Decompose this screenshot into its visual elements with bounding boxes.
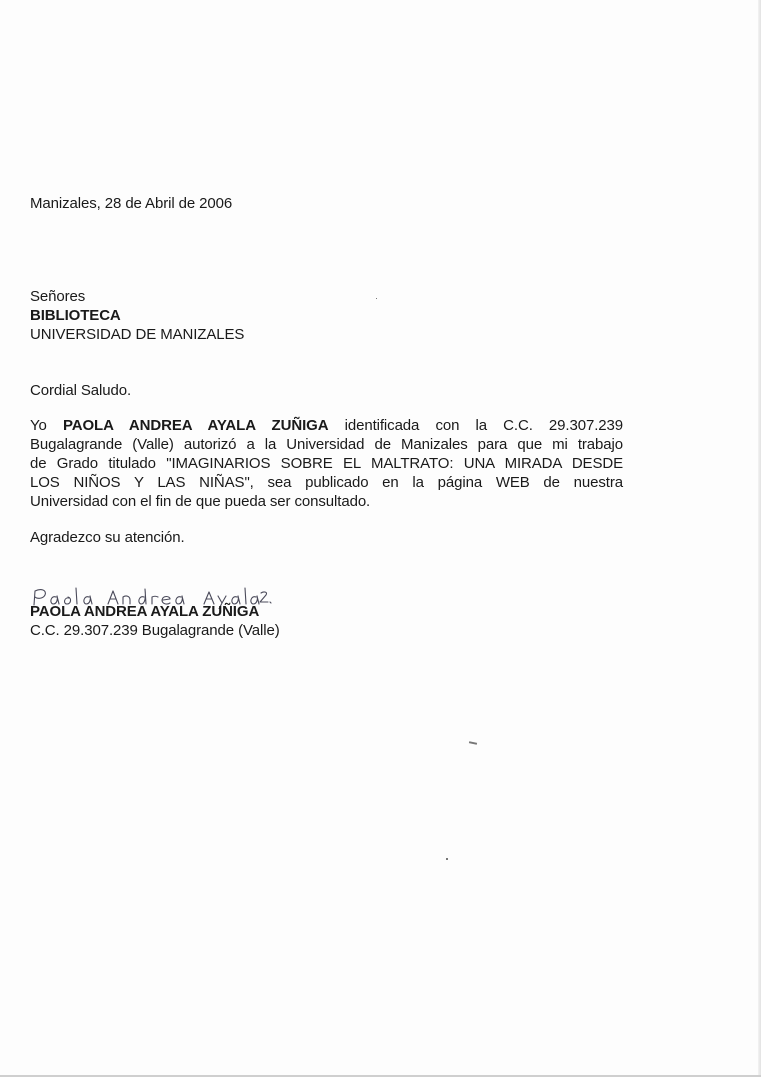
scan-speck (446, 858, 448, 860)
signatory-id-line: C.C. 29.307.239 Bugalagrande (Valle) (30, 622, 280, 639)
recipient-institution: UNIVERSIDAD DE MANIZALES (30, 326, 245, 343)
body-line-1 (30, 417, 623, 435)
body-line-5: Universidad con el fin de que pueda ser consultado. (30, 493, 371, 510)
body-line-2: Bugalagrande (Valle) autorizó a la Universidad de Manizales para que mi trabajo (30, 436, 623, 453)
scan-speck (376, 298, 377, 299)
closing: Agradezco su atención. (30, 529, 185, 546)
recipient-salutation: Señores (30, 288, 86, 305)
greeting: Cordial Saludo. (30, 382, 132, 399)
scan-speck (469, 741, 477, 745)
body-line-4: LOS NIÑOS Y LAS NIÑAS", sea publicado en la página WEB de nuestra (30, 474, 623, 491)
date-line: Manizales, 28 de Abril de 2006 (30, 195, 233, 212)
recipient-department: BIBLIOTECA (30, 307, 121, 324)
signatory-name: PAOLA ANDREA AYALA ZUÑIGA (30, 603, 260, 620)
body-line-1-suffix: identificada con la C.C. 29.307.239 (328, 417, 623, 434)
author-name-inline: PAOLA ANDREA AYALA ZUÑIGA (62, 417, 329, 434)
body-line-1-prefix: Yo (30, 417, 63, 434)
body-line-3: de Grado titulado "IMAGINARIOS SOBRE EL MALTRATO: UNA MIRADA DESDE (30, 455, 623, 472)
